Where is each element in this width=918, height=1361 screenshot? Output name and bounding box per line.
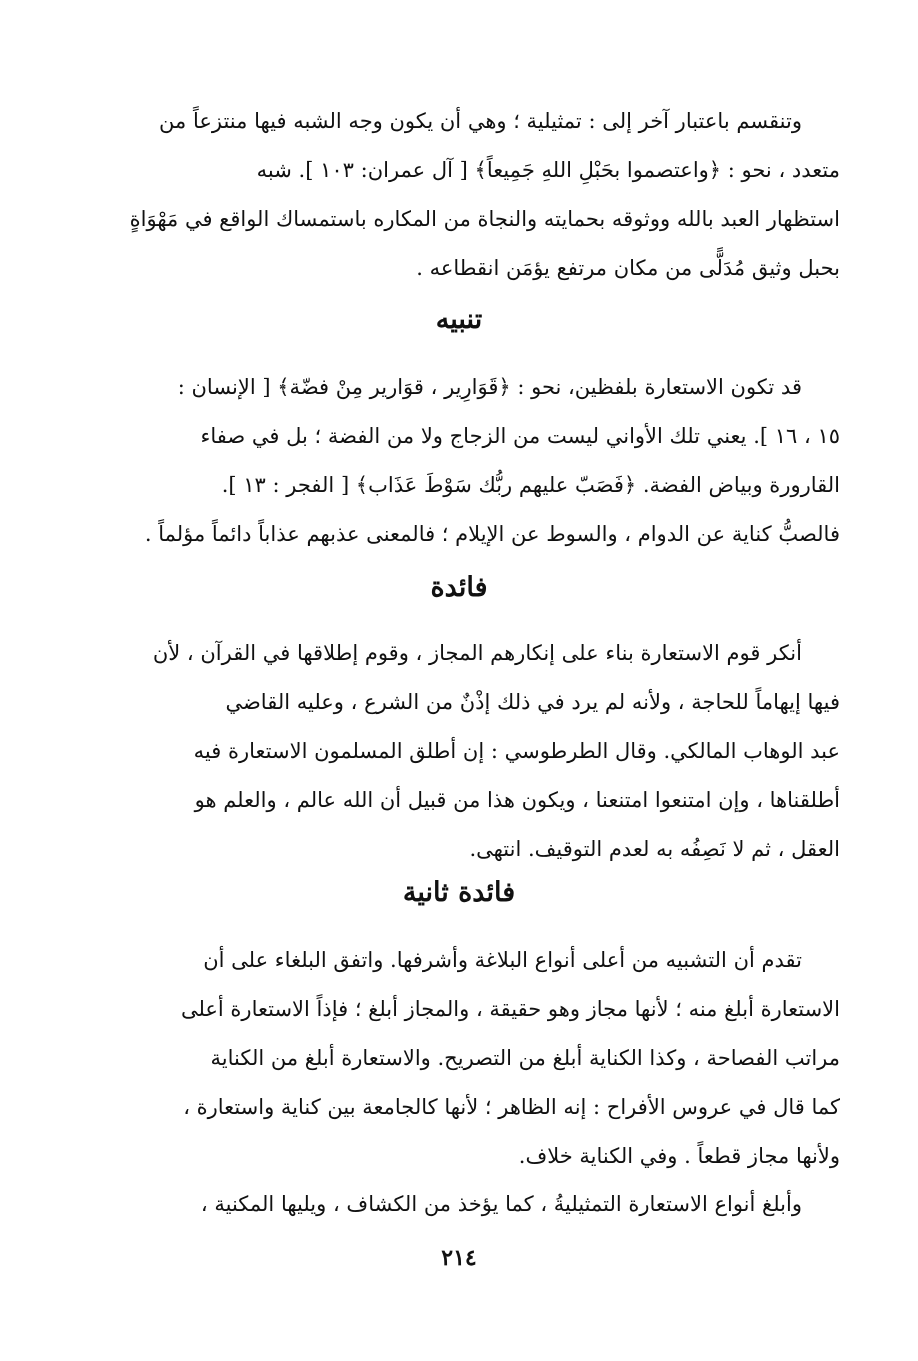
- paragraph-faida-thaniya: [78, 936, 840, 1181]
- text-line: وأبلغ أنواع الاستعارة التمثيليةُ ، كما يؤخذ من الكشاف ، ويليها المكنية ،: [200, 1192, 802, 1216]
- text-line: ولأنها مجاز قطعاً . وفي الكناية خلاف.: [518, 1144, 840, 1168]
- text-line: وتنقسم باعتبار آخر إلى : تمثيلية ؛ وهي أن يكون وجه الشبه فيها منتزعاً من: [159, 109, 802, 133]
- text-line: قد تكون الاستعارة بلفظين، نحو : ﴿قَوَارِير ، قوَارير مِنْ فضّة﴾ [ الإنسان :: [177, 375, 802, 399]
- page-number: ٢١٤: [441, 1245, 477, 1271]
- text-line: العقل ، ثم لا نَصِفُه به لعدم التوقيف. انتهى.: [469, 837, 840, 861]
- text-line: كما قال في عروس الأفراح : إنه الظاهر ؛ لأنها كالجامعة بين كناية واستعارة ،: [183, 1095, 840, 1119]
- text-line: أنكر قوم الاستعارة بناء على إنكارهم المجاز ، وقوم إطلاقها في القرآن ، لأن: [152, 641, 802, 665]
- text-line: فيها إيهاماً للحاجة ، ولأنه لم يرد في ذلك إذْنٌ من الشرع ، وعليه القاضي: [225, 690, 840, 714]
- text-line: أطلقناها ، وإن امتنعوا امتنعنا ، ويكون هذا من قبيل أن الله عالم ، والعلم هو: [194, 788, 840, 812]
- text-line: القارورة وبياض الفضة. ﴿فَصَبّ عليهم ربُّك سَوْطَ عَذَاب﴾ [ الفجر : ١٣ ].: [221, 473, 840, 497]
- text-line: فالصبُّ كناية عن الدوام ، والسوط عن الإيلام ؛ فالمعنى عذبهم عذاباً دائماً مؤلماً .: [144, 522, 840, 546]
- heading-faida-thaniya: فائدة ثانية: [402, 877, 516, 908]
- text-line: ١٥ ، ١٦ ]. يعني تلك الأواني ليست من الزجاج ولا من الفضة ؛ بل في صفاء: [200, 424, 840, 448]
- paragraph-tamthiliya: [78, 97, 840, 293]
- paragraph-tanbih: [78, 363, 840, 559]
- heading-faida: فائدة: [430, 572, 488, 603]
- paragraph-faida: [78, 629, 840, 874]
- heading-tanbih: تنبيه: [435, 304, 483, 335]
- text-line: استظهار العبد بالله ووثوقه بحمايته والنجاة من المكاره باستمساك الواقع في مَهْوَاةٍ: [129, 207, 840, 231]
- text-line: متعدد ، نحو : ﴿واعتصموا بحَبْلِ اللهِ جَمِيعاً﴾ [ آل عمران: ١٠٣ ]. شبه: [256, 158, 840, 182]
- text-line: عبد الوهاب المالكي. وقال الطرطوسي : إن أطلق المسلمون الاستعارة فيه: [193, 739, 840, 763]
- text-line: مراتب الفصاحة ، وكذا الكناية أبلغ من التصريح. والاستعارة أبلغ من الكناية: [210, 1046, 840, 1070]
- text-line: بحبل وثيق مُدَلًّى من مكان مرتفع يؤمَن انقطاعه .: [416, 256, 840, 280]
- text-line: تقدم أن التشبيه من أعلى أنواع البلاغة وأشرفها. واتفق البلغاء على أن: [203, 948, 802, 972]
- text-line: الاستعارة أبلغ منه ؛ لأنها مجاز وهو حقيقة ، والمجاز أبلغ ؛ فإذاً الاستعارة أعلى: [180, 997, 840, 1021]
- paragraph-abligh: [78, 1180, 840, 1229]
